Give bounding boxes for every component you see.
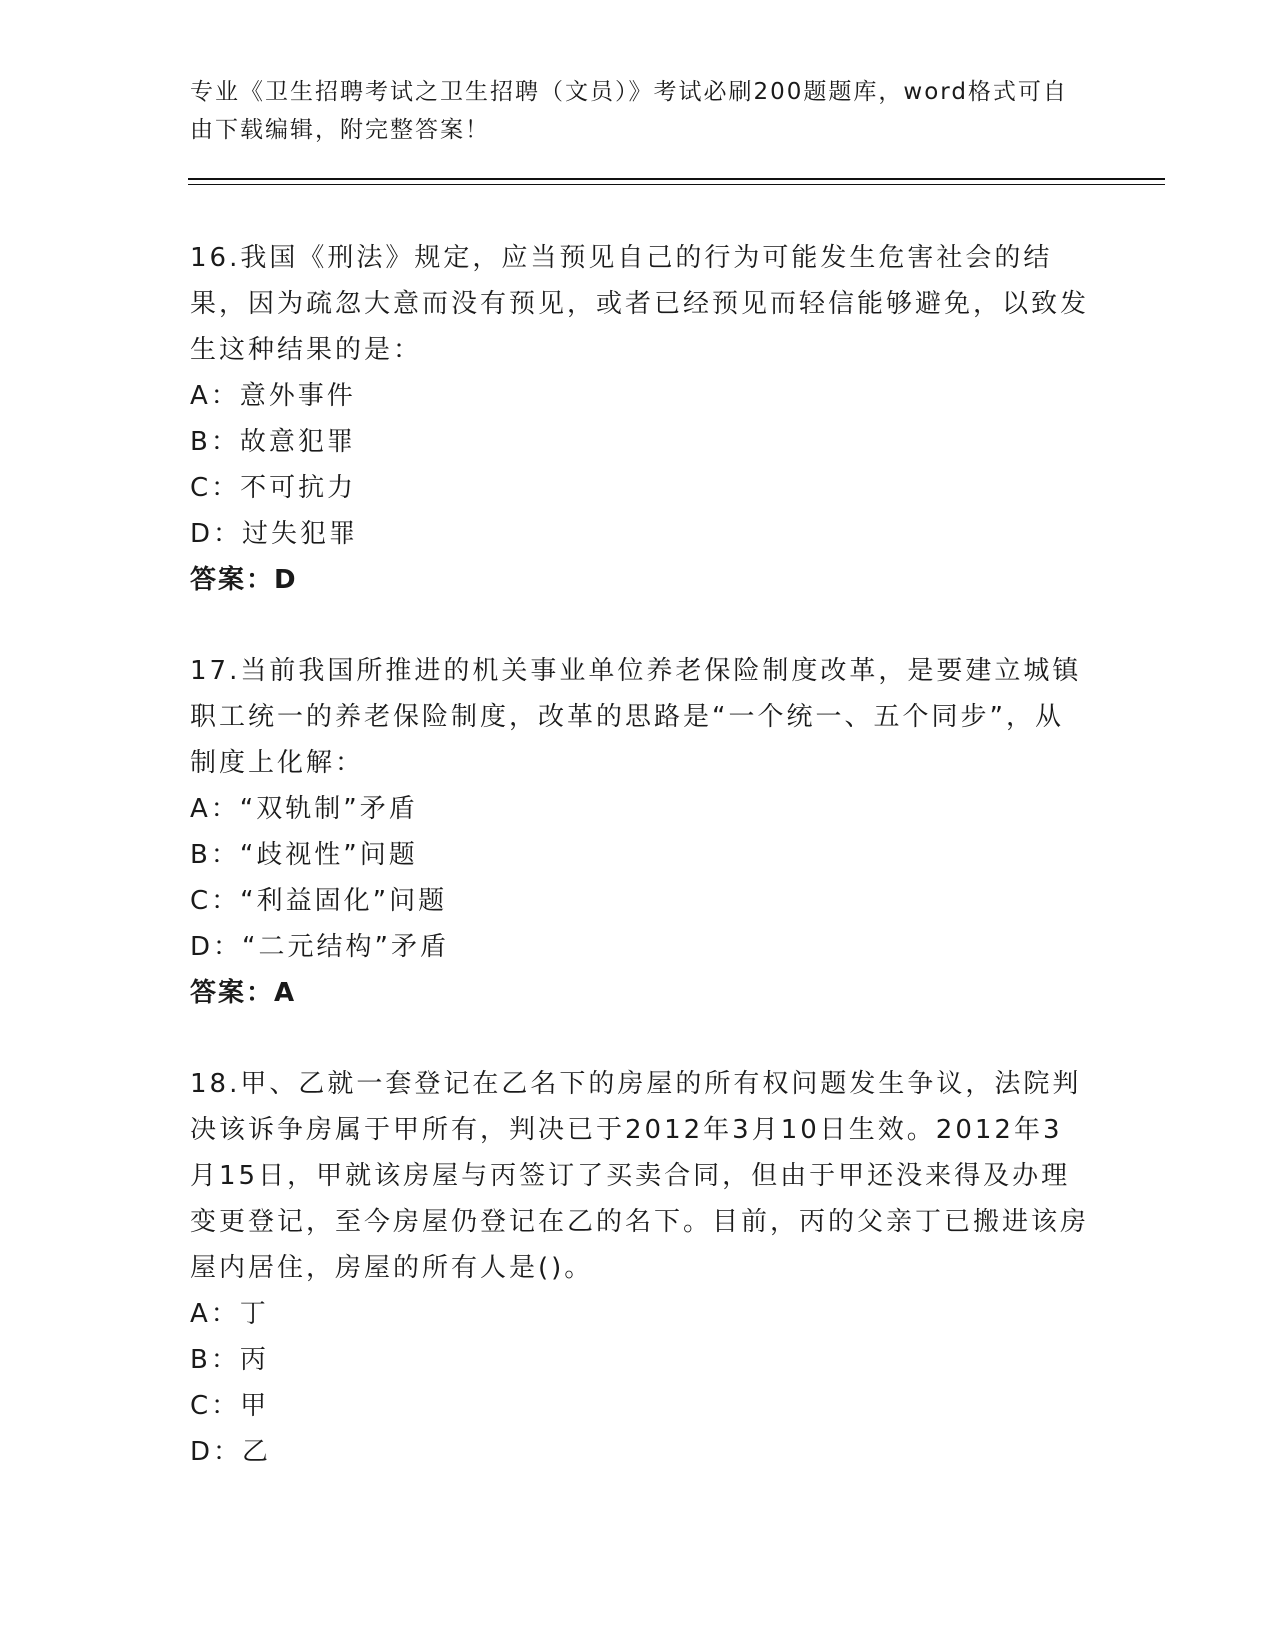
- option-d: D：乙: [190, 1437, 272, 1467]
- question-stem: 16.我国《刑法》规定，应当预见自己的行为可能发生危害社会的结果，因为疏忽大意而没有预见，或者已经预见而轻信能够避免，以致发生这种结果的是：: [190, 243, 1090, 365]
- option-b: B：“歧视性”问题: [190, 840, 418, 870]
- question-18: [190, 1061, 1090, 1475]
- document-header: 专业《卫生招聘考试之卫生招聘（文员）》考试必刷200题题库，word格式可自由下载编辑，附完整答案！: [190, 79, 1068, 143]
- option-d: D：“二元结构”矛盾: [190, 932, 449, 962]
- question-16: [190, 235, 1090, 603]
- answer-label: 答案：A: [190, 978, 297, 1008]
- option-b: B：故意犯罪: [190, 427, 356, 457]
- option-c: C：“利益固化”问题: [190, 886, 448, 916]
- option-b: B：丙: [190, 1345, 269, 1375]
- header-divider-thick: [188, 178, 1165, 180]
- option-a: A：“双轨制”矛盾: [190, 794, 418, 824]
- question-stem: 17.当前我国所推进的机关事业单位养老保险制度改革，是要建立城镇职工统一的养老保险制度，改革的思路是“一个统一、五个同步”，从制度上化解：: [190, 656, 1082, 778]
- option-c: C：甲: [190, 1391, 270, 1421]
- header-divider-thin: [188, 184, 1165, 185]
- question-17: [190, 648, 1090, 1016]
- option-c: C：不可抗力: [190, 473, 357, 503]
- option-a: A：丁: [190, 1299, 269, 1329]
- answer-label: 答案：D: [190, 565, 298, 595]
- option-a: A：意外事件: [190, 381, 356, 411]
- option-d: D：过失犯罪: [190, 519, 359, 549]
- question-stem: 18.甲、乙就一套登记在乙名下的房屋的所有权问题发生争议，法院判决该诉争房属于甲所有，判决已于2012年3月10日生效。2012年3月15日，甲就该房屋与丙签订了买卖合同，但由于甲还没来得及办理变更登记，至今房屋仍登记在乙的名下。目前，丙的父亲丁已搬进该房屋内居住，房屋的所有人是()。: [190, 1069, 1090, 1283]
